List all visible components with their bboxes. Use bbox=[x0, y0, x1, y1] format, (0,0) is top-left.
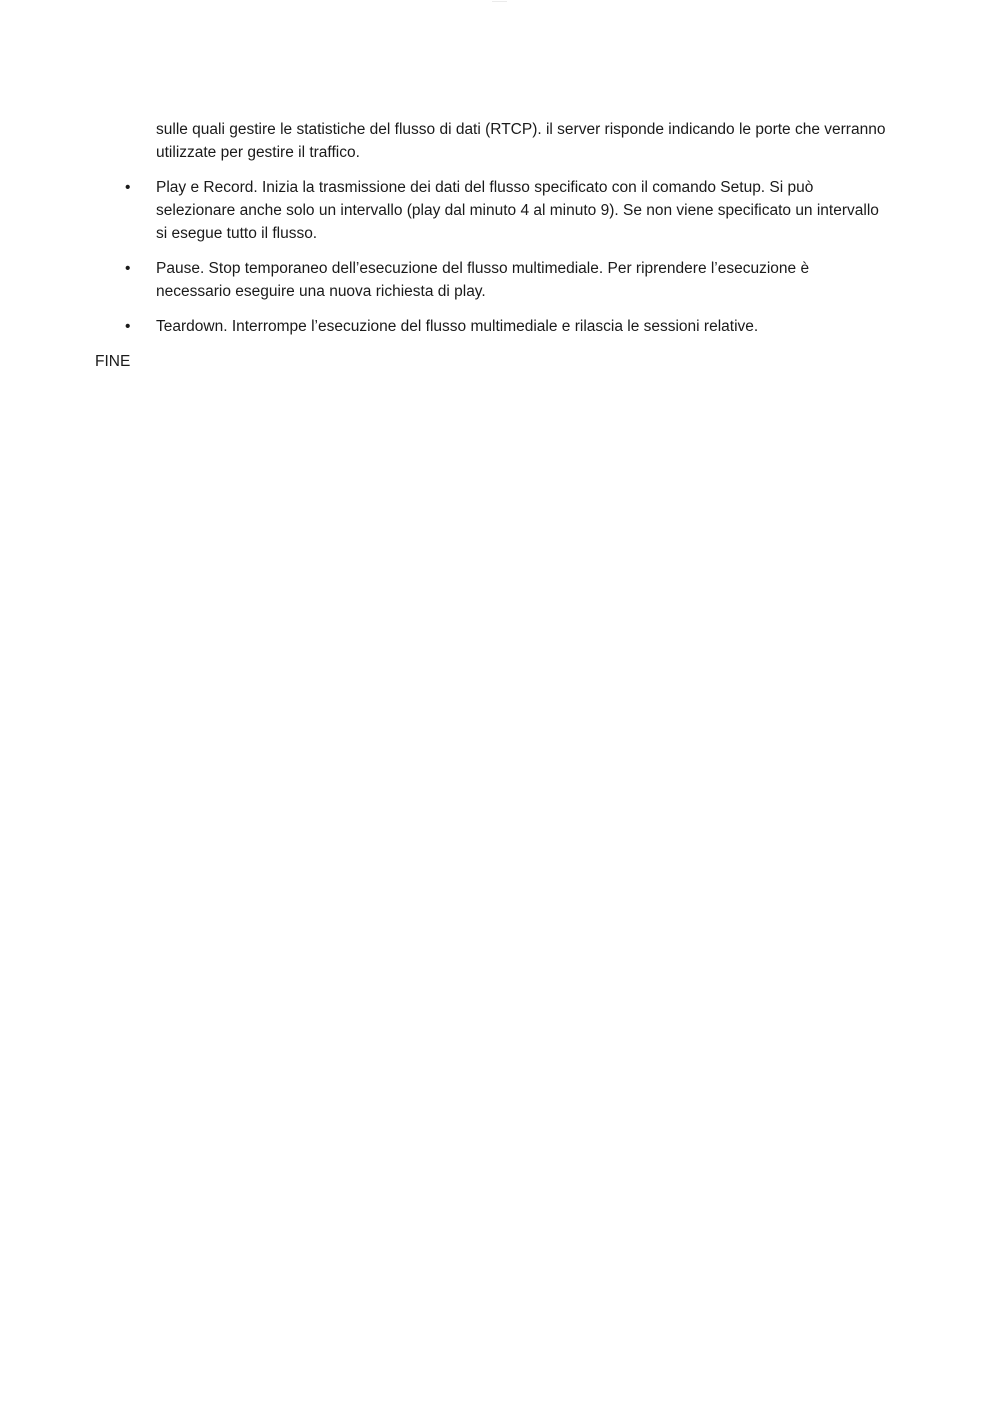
bullet-list bbox=[0, 176, 1000, 338]
page-header-mark: ————— bbox=[492, 0, 507, 3]
document-body bbox=[0, 118, 1000, 389]
list-item bbox=[125, 176, 886, 245]
list-item-text: Pause. Stop temporaneo dell’esecuzione del flusso multimediale. Per riprendere l’esecuzione è necessario eseguire una nuova richiesta di play. bbox=[156, 260, 810, 300]
continuation-paragraph: sulle quali gestire le statistiche del flusso di dati (RTCP). il server risponde indicando le porte che verranno utilizzate per gestire il traffico. bbox=[156, 121, 886, 161]
bullet-icon: • bbox=[125, 260, 131, 277]
list-item bbox=[125, 315, 886, 338]
list-item-text: Teardown. Interrompe l’esecuzione del flusso multimediale e rilascia le sessioni relative. bbox=[156, 318, 759, 335]
closing-text: FINE bbox=[95, 353, 131, 370]
bullet-icon: • bbox=[125, 179, 131, 196]
bullet-icon: • bbox=[125, 318, 131, 335]
list-item-text: Play e Record. Inizia la trasmissione dei dati del flusso specificato con il comando Setup. Si può selezionare anche solo un intervallo (play dal minuto 4 al minuto 9). Se non viene specificato un intervallo si esegue tutto il flusso. bbox=[156, 179, 879, 242]
list-item bbox=[125, 257, 886, 303]
